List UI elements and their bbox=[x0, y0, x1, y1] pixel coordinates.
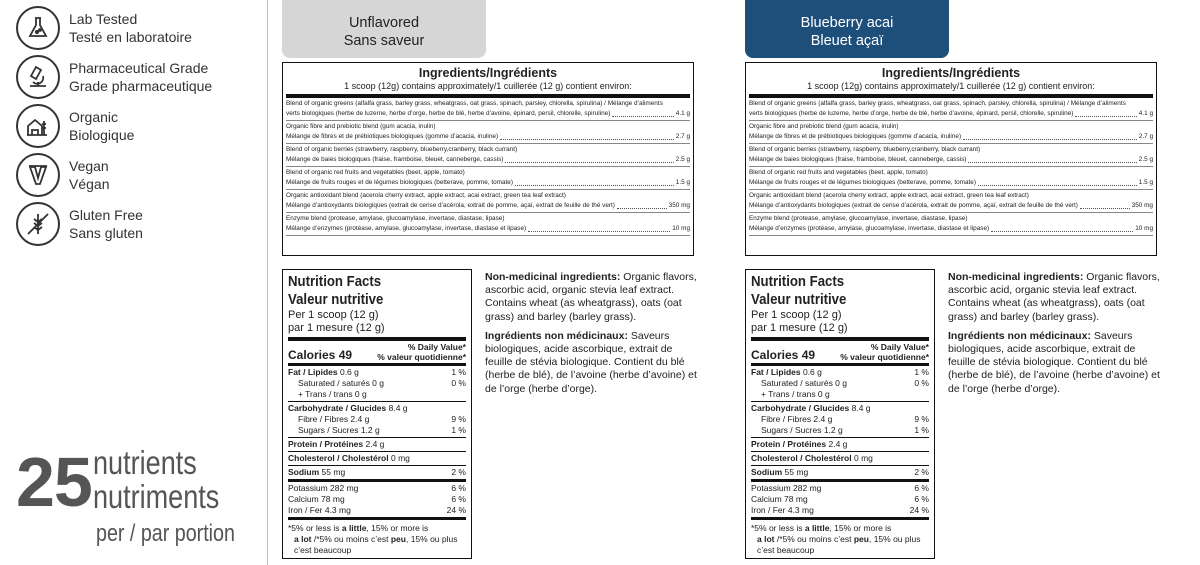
ingredient-name-en: Organic fibre and prebiotic blend (gum acacia, inulin) bbox=[749, 123, 899, 130]
ingredients-title: Ingredients/Ingrédients bbox=[881, 66, 1021, 80]
ingredient-row bbox=[286, 213, 690, 236]
feature-column bbox=[0, 0, 268, 565]
nutrient-row-saturated: Saturated / saturés 0 g 0 % bbox=[761, 378, 929, 388]
badge-label-en: Organic bbox=[69, 109, 119, 125]
ingredient-name-fr: Mélange d’enzymes (protéase, amylase, glucoamylase, invertase, diastase et lipase) bbox=[286, 225, 527, 232]
nutrient-row-potassium: Potassium 282 mg 6 % bbox=[751, 483, 929, 493]
nutrient-row-carbohydrate: Carbohydrate / Glucides 8.4 g bbox=[288, 403, 408, 413]
nutrient-row-fibre: Fibre / Fibres 2.4 g 9 % bbox=[761, 414, 929, 424]
nutrient-row-trans: + Trans / trans 0 g bbox=[761, 389, 830, 399]
serving-size-fr: par 1 mesure (12 g) bbox=[751, 322, 848, 334]
nutrition-title-en: Nutrition Facts bbox=[751, 273, 845, 290]
ingredient-row bbox=[286, 98, 690, 121]
ingredient-name-fr: Mélange de fibres et de prébiotiques biologiques (gomme d’acacia, inuline) bbox=[286, 133, 499, 140]
serving-size-en: Per 1 scoop (12 g) bbox=[751, 309, 842, 321]
badge-label-fr: Végan bbox=[69, 176, 110, 192]
ingredient-amount: 10 mg bbox=[672, 225, 690, 232]
nutrient-row-fat: Fat / Lipides 0.6 g 1 % bbox=[751, 367, 929, 377]
nutrition-facts-table bbox=[745, 269, 935, 559]
ingredient-name-en: Blend of organic greens (alfalfa grass, barley grass, wheatgrass, oat grass, spinach, parsley, chlorella, spirulina) / Mélange d’aliments bbox=[749, 100, 1126, 107]
non-medicinal-fr: Ingrédients non médicinaux: Saveurs biologiques, acide ascorbique, extrait de feuille de stévia biologique. Contient du blé (herbe de blé), de l’avoine (herbe d’avoine) et de l’orge (herbe d’orge). bbox=[948, 329, 1160, 395]
nutrients-label-en: nutrients bbox=[93, 444, 197, 481]
nutrition-title-fr: Valeur nutritive bbox=[288, 291, 384, 308]
ingredient-name-fr: verts biologiques (herbe de luzerne, herbe d’orge, herbe de blé, herbe d’avoine, épinard, persil, chlorelle, spiruline) bbox=[749, 110, 1074, 117]
ingredient-name-fr: Mélange de fibres et de prébiotiques biologiques (gomme d’acacia, inuline) bbox=[749, 133, 962, 140]
badge-lab-tested bbox=[16, 6, 192, 50]
ingredient-name-en: Blend of organic greens (alfalfa grass, barley grass, wheatgrass, oat grass, spinach, parsley, chlorella, spirulina) / Mélange d’aliments bbox=[286, 100, 663, 107]
vegan-v-icon bbox=[16, 153, 60, 197]
badge-pharmaceutical-grade bbox=[16, 55, 212, 99]
nutrient-row-saturated: Saturated / saturés 0 g 0 % bbox=[298, 378, 466, 388]
nutrient-row-cholesterol: Cholesterol / Cholestérol 0 mg bbox=[288, 453, 410, 463]
non-medicinal-en: Non-medicinal ingredients: Organic flavors, ascorbic acid, organic stevia leaf extract. Contains wheat (as wheatgrass), oats (oat grass) and barley (barley grass). bbox=[948, 271, 1160, 323]
ingredient-amount: 2.5 g bbox=[1138, 156, 1153, 163]
ingredients-table bbox=[282, 62, 694, 256]
nutrient-row-protein: Protein / Protéines 2.4 g bbox=[751, 439, 848, 449]
badge-label-en: Gluten Free bbox=[69, 207, 143, 223]
serving-size-en: Per 1 scoop (12 g) bbox=[288, 309, 379, 321]
ingredient-amount: 350 mg bbox=[668, 202, 690, 209]
flask-icon bbox=[16, 6, 60, 50]
nutrient-row-cholesterol: Cholesterol / Cholestérol 0 mg bbox=[751, 453, 873, 463]
nutrient-row-iron: Iron / Fer 4.3 mg 24 % bbox=[288, 505, 466, 515]
wheat-crossed-icon bbox=[16, 202, 60, 246]
farm-icon bbox=[16, 104, 60, 148]
ingredient-name-fr: Mélange d’antioxydants biologiques (extrait de cerise d’acérola, extrait de pomme, açaï, extrait de feuille de thé vert) bbox=[749, 202, 1078, 209]
ingredient-amount: 1.5 g bbox=[675, 179, 690, 186]
daily-value-header-en: % Daily Value* bbox=[407, 342, 466, 352]
ingredient-amount: 1.5 g bbox=[1138, 179, 1153, 186]
nutrient-row-potassium: Potassium 282 mg 6 % bbox=[288, 483, 466, 493]
nutrient-row-protein: Protein / Protéines 2.4 g bbox=[288, 439, 385, 449]
calories: Calories 49 bbox=[288, 348, 353, 362]
ingredient-name-fr: verts biologiques (herbe de luzerne, herbe d’orge, herbe de blé, herbe d’avoine, épinard, persil, chlorelle, spiruline) bbox=[286, 110, 611, 117]
ingredient-name-en: Organic antioxidant blend (acerola cherry extract, apple extract, acai extract, green tea leaf extract) bbox=[749, 192, 1029, 199]
nutrient-row-carbohydrate: Carbohydrate / Glucides 8.4 g bbox=[751, 403, 871, 413]
badge-vegan bbox=[16, 153, 109, 197]
ingredient-name-en: Organic fibre and prebiotic blend (gum acacia, inulin) bbox=[286, 123, 436, 130]
non-medicinal-ingredients bbox=[485, 271, 697, 402]
ingredient-name-fr: Mélange de baies biologiques (fraise, framboise, bleuet, canneberge, cassis) bbox=[749, 156, 967, 163]
daily-value-header-en: % Daily Value* bbox=[870, 342, 929, 352]
ingredient-amount: 10 mg bbox=[1135, 225, 1153, 232]
nutrition-footnote: *5% or less is a little, 15% or more is a lot /*5% ou moins c’est peu, 15% ou plus c’est beaucoup bbox=[288, 523, 458, 555]
nutrition-facts-table bbox=[282, 269, 472, 559]
ingredient-row bbox=[286, 167, 690, 190]
nutrient-row-calcium: Calcium 78 mg 6 % bbox=[288, 494, 466, 504]
ingredient-row bbox=[749, 213, 1153, 236]
nutrients-count: 25 bbox=[16, 443, 92, 521]
ingredient-name-en: Blend of organic red fruits and vegetables (beet, apple, tomato) bbox=[749, 169, 928, 176]
ingredient-row bbox=[749, 121, 1153, 144]
ingredient-name-en: Blend of organic red fruits and vegetables (beet, apple, tomato) bbox=[286, 169, 465, 176]
nutrient-row-sodium: Sodium 55 mg 2 % bbox=[288, 467, 466, 477]
product-panel-unflavored bbox=[282, 0, 722, 565]
ingredient-row bbox=[749, 190, 1153, 213]
nutrient-row-sodium: Sodium 55 mg 2 % bbox=[751, 467, 929, 477]
non-medicinal-en: Non-medicinal ingredients: Organic flavors, ascorbic acid, organic stevia leaf extract. Contains wheat (as wheatgrass), oats (oat grass) and barley (barley grass). bbox=[485, 271, 697, 323]
daily-value-header-fr: % valeur quotidienne* bbox=[377, 352, 466, 362]
ingredients-subtitle: 1 scoop (12g) contains approximately/1 cuillerée (12 g) contient environ: bbox=[749, 80, 1153, 98]
flavor-name-fr: Bleuet açaï bbox=[810, 33, 884, 49]
ingredient-row bbox=[286, 190, 690, 213]
daily-value-header-fr: % valeur quotidienne* bbox=[840, 352, 929, 362]
ingredient-amount: 2.7 g bbox=[1138, 133, 1153, 140]
ingredient-name-en: Blend of organic berries (strawberry, raspberry, blueberry,cranberry, black currant) bbox=[749, 146, 981, 153]
ingredients-table bbox=[745, 62, 1157, 256]
ingredient-name-fr: Mélange de fruits rouges et de légumes biologiques (betterave, pomme, tomate) bbox=[749, 179, 976, 186]
nutrition-footnote: *5% or less is a little, 15% or more is a lot /*5% ou moins c’est peu, 15% ou plus c’est beaucoup bbox=[751, 523, 921, 555]
non-medicinal-ingredients bbox=[948, 271, 1160, 402]
nutrition-title-fr: Valeur nutritive bbox=[751, 291, 847, 308]
microscope-icon bbox=[16, 55, 60, 99]
nutrient-row-sugars: Sugars / Sucres 1.2 g 1 % bbox=[761, 425, 929, 435]
badge-label-fr: Biologique bbox=[69, 127, 135, 143]
ingredient-name-en: Enzyme blend (protease, amylase, glucoamylase, invertase, diastase, lipase) bbox=[749, 215, 968, 222]
badge-organic bbox=[16, 104, 134, 148]
ingredient-amount: 2.5 g bbox=[675, 156, 690, 163]
ingredient-amount: 4.1 g bbox=[1138, 110, 1153, 117]
badge-label-fr: Testé en laboratoire bbox=[69, 29, 192, 45]
badge-gluten-free bbox=[16, 202, 143, 246]
nutrients-label-fr: nutriments bbox=[93, 478, 220, 515]
ingredient-amount: 4.1 g bbox=[675, 110, 690, 117]
ingredient-row bbox=[749, 144, 1153, 167]
per-portion-label: per / par portion bbox=[96, 520, 235, 547]
flavor-name-en: Unflavored bbox=[348, 15, 420, 31]
nutrient-row-calcium: Calcium 78 mg 6 % bbox=[751, 494, 929, 504]
flavor-tab[interactable] bbox=[745, 0, 949, 58]
badge-label-en: Vegan bbox=[69, 158, 109, 174]
calories: Calories 49 bbox=[751, 348, 816, 362]
nutrient-row-fibre: Fibre / Fibres 2.4 g 9 % bbox=[298, 414, 466, 424]
ingredient-name-fr: Mélange de baies biologiques (fraise, framboise, bleuet, canneberge, cassis) bbox=[286, 156, 504, 163]
ingredient-name-fr: Mélange de fruits rouges et de légumes biologiques (betterave, pomme, tomate) bbox=[286, 179, 513, 186]
ingredient-name-en: Enzyme blend (protease, amylase, glucoamylase, invertase, diastase, lipase) bbox=[286, 215, 505, 222]
badge-label-en: Lab Tested bbox=[69, 11, 138, 27]
ingredients-subtitle: 1 scoop (12g) contains approximately/1 cuillerée (12 g) contient environ: bbox=[286, 80, 690, 98]
ingredient-amount: 350 mg bbox=[1131, 202, 1153, 209]
ingredient-name-en: Blend of organic berries (strawberry, raspberry, blueberry,cranberry, black currant) bbox=[286, 146, 518, 153]
badge-label-en: Pharmaceutical Grade bbox=[69, 60, 209, 76]
ingredients-title: Ingredients/Ingrédients bbox=[418, 66, 558, 80]
nutrient-row-trans: + Trans / trans 0 g bbox=[298, 389, 367, 399]
non-medicinal-fr: Ingrédients non médicinaux: Saveurs biologiques, acide ascorbique, extrait de feuille de stévia biologique. Contient du blé (herbe de blé), de l’avoine (herbe d’avoine) et de l’orge (herbe d’orge). bbox=[485, 329, 697, 395]
ingredient-row bbox=[286, 144, 690, 167]
nutrient-row-fat: Fat / Lipides 0.6 g 1 % bbox=[288, 367, 466, 377]
ingredient-name-en: Organic antioxidant blend (acerola cherry extract, apple extract, acai extract, green tea leaf extract) bbox=[286, 192, 566, 199]
flavor-name-fr: Sans saveur bbox=[343, 33, 425, 49]
nutrient-row-sugars: Sugars / Sucres 1.2 g 1 % bbox=[298, 425, 466, 435]
ingredient-amount: 2.7 g bbox=[675, 133, 690, 140]
ingredient-name-fr: Mélange d’enzymes (protéase, amylase, glucoamylase, invertase, diastase et lipase) bbox=[749, 225, 990, 232]
flavor-tab[interactable] bbox=[282, 0, 486, 58]
serving-size-fr: par 1 mesure (12 g) bbox=[288, 322, 385, 334]
ingredient-row bbox=[749, 167, 1153, 190]
badge-label-fr: Grade pharmaceutique bbox=[69, 78, 213, 94]
badge-label-fr: Sans gluten bbox=[69, 225, 143, 241]
nutrient-row-iron: Iron / Fer 4.3 mg 24 % bbox=[751, 505, 929, 515]
flavor-name-en: Blueberry acai bbox=[800, 15, 894, 31]
ingredient-name-fr: Mélange d’antioxydants biologiques (extrait de cerise d’acérola, extrait de pomme, açaï, extrait de feuille de thé vert) bbox=[286, 202, 615, 209]
nutrition-title-en: Nutrition Facts bbox=[288, 273, 382, 290]
ingredient-row bbox=[286, 121, 690, 144]
product-panel-blueberry-acai bbox=[745, 0, 1185, 565]
ingredient-row bbox=[749, 98, 1153, 121]
